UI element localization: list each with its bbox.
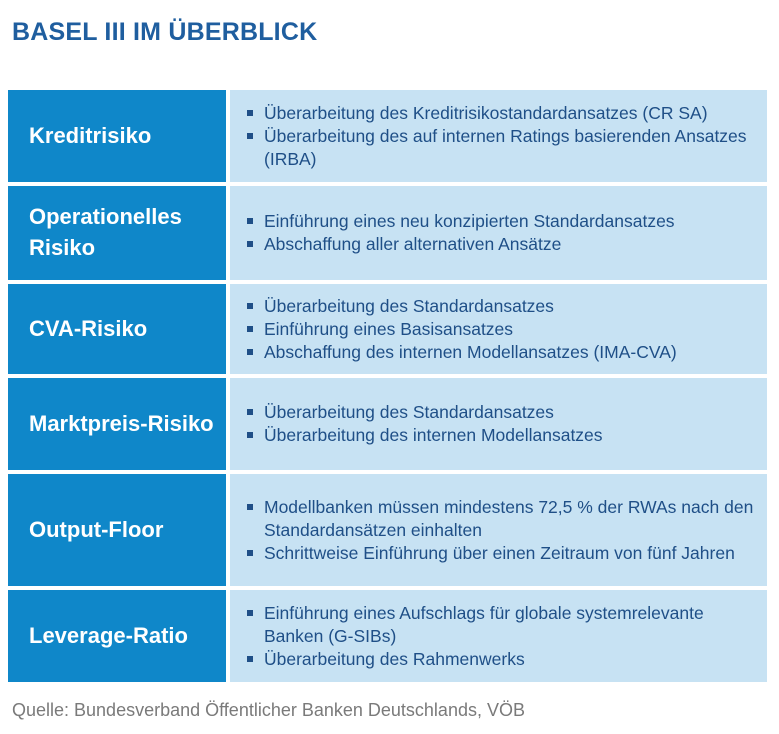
row-content: [230, 474, 767, 586]
list-item: Überarbeitung des internen Modellansatzes: [246, 424, 603, 447]
row-label: Leverage-Ratio: [8, 590, 226, 682]
list-item: Überarbeitung des Standardansatzes: [246, 401, 603, 424]
list-item: Einführung eines Basisansatzes: [246, 318, 677, 341]
bullet-list: [246, 401, 603, 447]
list-item: Überarbeitung des auf internen Ratings basierenden Ansatzes (IRBA): [246, 125, 757, 171]
bullet-list: [246, 295, 677, 364]
row-label: Kreditrisiko: [8, 90, 226, 182]
list-item: Modellbanken müssen mindestens 72,5 % der RWAs nach den Standardansätzen einhalten: [246, 496, 757, 542]
table-row-cva-risiko: [8, 284, 767, 374]
bullet-list: [246, 102, 757, 171]
row-content: [230, 90, 767, 182]
list-item: Überarbeitung des Rahmenwerks: [246, 648, 757, 671]
overview-table: [8, 90, 767, 682]
bullet-list: [246, 496, 757, 565]
row-label: CVA-Risiko: [8, 284, 226, 374]
list-item: Schrittweise Einführung über einen Zeitraum von fünf Jahren: [246, 542, 757, 565]
table-row-marktpreis-risiko: [8, 378, 767, 470]
bullet-list: [246, 602, 757, 671]
row-content: [230, 378, 767, 470]
table-row-kreditrisiko: [8, 90, 767, 182]
list-item: Einführung eines Aufschlags für globale systemrelevante Banken (G-SIBs): [246, 602, 757, 648]
list-item: Überarbeitung des Kreditrisikostandardansatzes (CR SA): [246, 102, 757, 125]
table-row-output-floor: [8, 474, 767, 586]
list-item: Überarbeitung des Standardansatzes: [246, 295, 677, 318]
row-label: Marktpreis-Risiko: [8, 378, 226, 470]
row-label: Operationelles Risiko: [8, 186, 226, 280]
list-item: Abschaffung des internen Modellansatzes (IMA-CVA): [246, 341, 677, 364]
page-title: BASEL III IM ÜBERBLICK: [12, 18, 318, 46]
table-row-leverage-ratio: [8, 590, 767, 682]
bullet-list: [246, 210, 675, 256]
row-content: [230, 186, 767, 280]
row-label: Output-Floor: [8, 474, 226, 586]
table-row-operationelles-risiko: [8, 186, 767, 280]
row-content: [230, 284, 767, 374]
row-content: [230, 590, 767, 682]
list-item: Einführung eines neu konzipierten Standardansatzes: [246, 210, 675, 233]
source-note: Quelle: Bundesverband Öffentlicher Banken Deutschlands, VÖB: [12, 700, 525, 720]
list-item: Abschaffung aller alternativen Ansätze: [246, 233, 675, 256]
